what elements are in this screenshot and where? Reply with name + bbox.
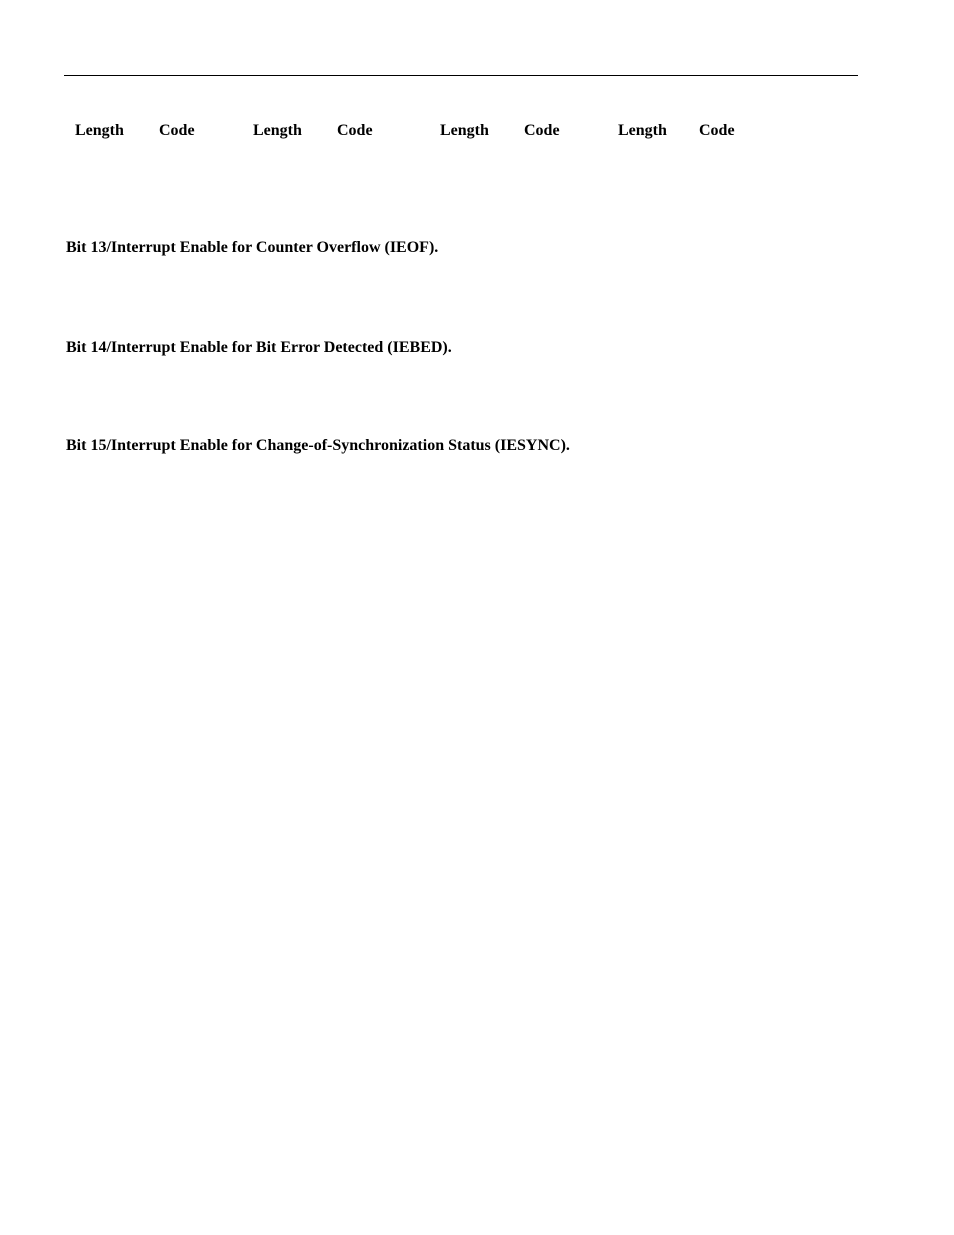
column-header-code: Code	[699, 122, 735, 139]
column-header-length: Length	[253, 122, 302, 139]
column-header-code: Code	[159, 122, 195, 139]
column-header-length: Length	[75, 122, 124, 139]
column-header-code: Code	[337, 122, 373, 139]
column-header-length: Length	[618, 122, 667, 139]
section-heading-bit-14: Bit 14/Interrupt Enable for Bit Error Detected (IEBED).	[66, 339, 452, 356]
section-heading-bit-15: Bit 15/Interrupt Enable for Change-of-Synchronization Status (IESYNC).	[66, 437, 570, 454]
top-divider	[64, 75, 858, 76]
column-header-code: Code	[524, 122, 560, 139]
section-heading-bit-13: Bit 13/Interrupt Enable for Counter Overflow (IEOF).	[66, 239, 439, 256]
column-header-length: Length	[440, 122, 489, 139]
